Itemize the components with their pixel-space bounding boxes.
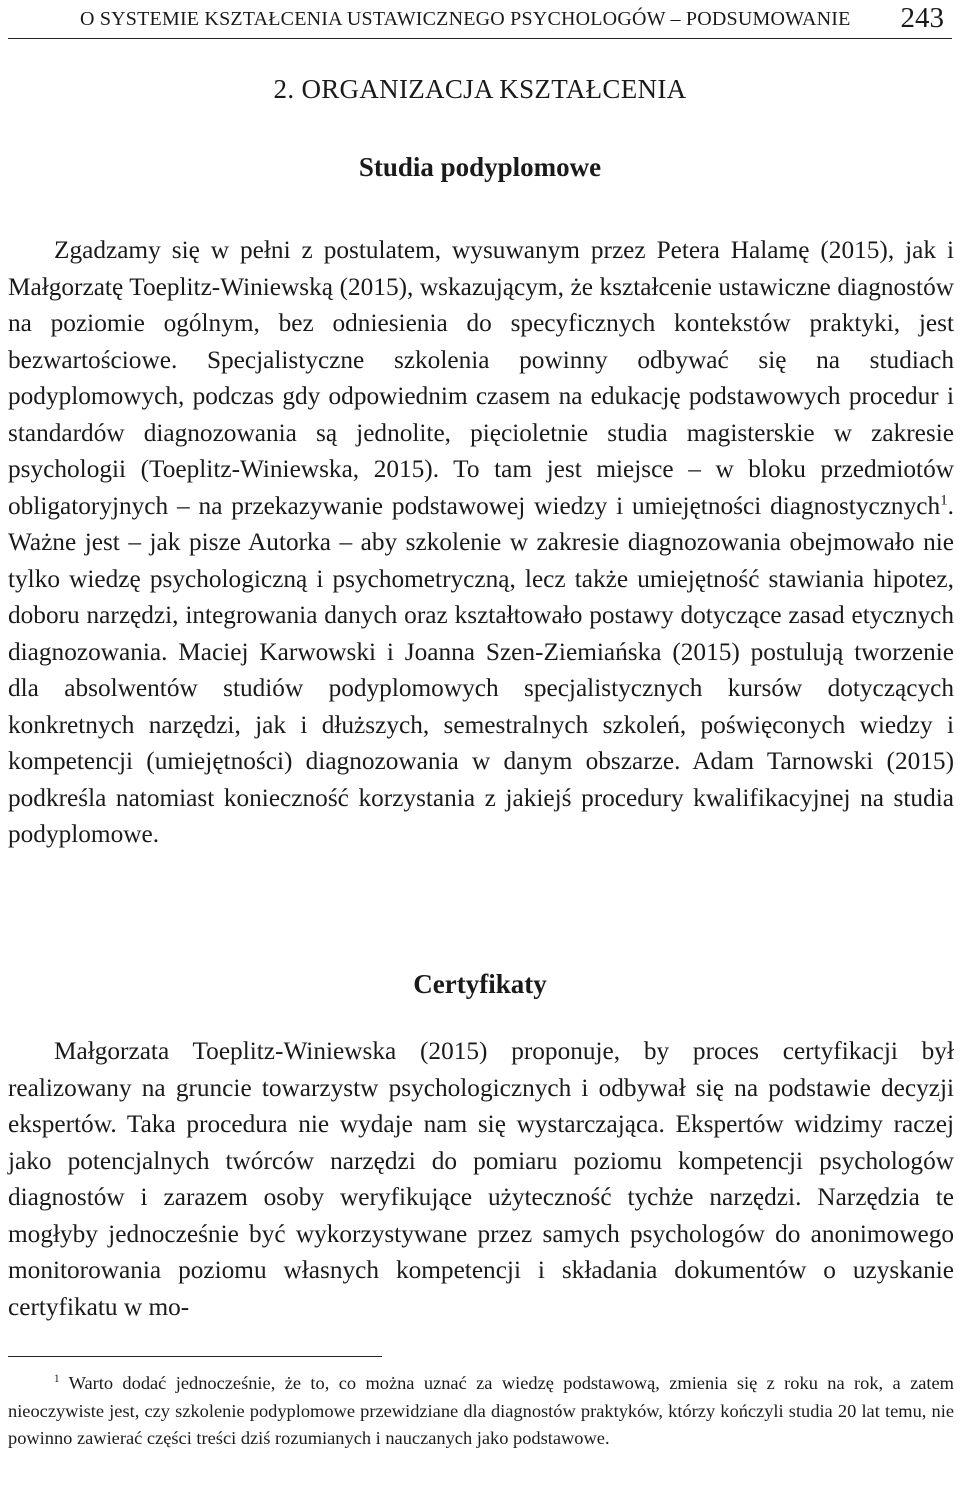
section-heading: 2. ORGANIZACJA KSZTAŁCENIA (273, 74, 687, 104)
paragraph-text: Małgorzata Toeplitz-Winiewska (2015) proponuje, by proces certyfikacji był realizowany na gruncie towarzystw psychologicznych i odbywał się na podstawie decyzji ekspertów. Taka procedura nie wydaje nam się wystarczająca. Ekspertów widzimy raczej jako potencjalnych twórców narzędzi do pomiaru poziomu kompetencji psychologów diagnostów i zarazem osoby weryfikujące użyteczność tychże narzędzi. Narzędzia te mogłyby jednocześnie być wykorzystywane przez samych psychologów do anonimowego monitorowania poziomu własnych kompetencji i składania dokumentów o uzyskanie certyfikatu w mo- (8, 1037, 954, 1321)
footnote-separator (8, 1356, 382, 1357)
subsection-heading-studia: Studia podyplomowe (358, 152, 602, 182)
paragraph-studia-podyplomowe (8, 232, 954, 853)
footnote-marker: 1 (54, 1372, 60, 1385)
paragraph-certyfikaty (8, 1033, 954, 1325)
paragraph-text-part-1: Zgadzamy się w pełni z postulatem, wysuwanym przez Petera Halamę (2015), jak i Małgorzatę Toeplitz-Winiewską (2015), wskazującym, że kształcenie ustawiczne diagnostów na poziomie ogólnym, bez odniesienia do specyficznych kontekstów praktyki, jest bezwartościowe. Specjalistyczne szkolenia powinny odbywać się na studiach podyplomowych, podczas gdy odpowiednim czasem na edukację podstawowych procedur i standardów diagnozowania są jednolite, pięcioletnie studia magisterskie w zakresie psychologii (Toeplitz-Winiewska, 2015). To tam jest miejsce – w bloku przedmiotów obligatoryjnych – na przekazywanie podstawowej wiedzy i umiejętności diagnostycznych (8, 236, 954, 520)
page-number: 243 (900, 2, 944, 34)
running-header-title: O SYSTEMIE KSZTAŁCENIA USTAWICZNEGO PSYCHOLOGÓW – PODSUMOWANIE (80, 8, 851, 30)
paragraph-text-part-2: . Ważne jest – jak pisze Autorka – aby szkolenie w zakresie diagnozowania obejmowało nie tylko wiedzę psychologiczną i psychometryczną, lecz także umiejętność stawiania hipotez, doboru narzędzi, integrowania danych oraz kształtowało postawy dotyczące zasad etycznych diagnozowania. Maciej Karwowski i Joanna Szen-Ziemiańska (2015) postulują tworzenie dla absolwentów studiów podyplomowych specjalistycznych kursów dotyczących konkretnych narzędzi, jak i dłuższych, semestralnych szkoleń, poświęconych wiedzy i kompetencji (umiejętności) diagnozowania w danym obszarze. Adam Tarnowski (2015) podkreśla natomiast konieczność korzystania z jakiejś procedury kwalifikacyjnej na studia podyplomowe. (8, 491, 954, 848)
running-header (8, 2, 952, 39)
footnote (8, 1370, 954, 1453)
subsection-heading-certyfikaty: Certyfikaty (413, 969, 547, 999)
footnote-text: Warto dodać jednocześnie, że to, co można uznać za wiedzę podstawową, zmienia się z roku na rok, a zatem nieoczywiste jest, czy szkolenie podyplomowe przewidziane dla diagnostów praktyków, którzy kończyli studia 20 lat temu, nie powinno zawierać części treści dziś rozumianych i nauczanych jako podstawowe. (8, 1373, 954, 1448)
footnote-reference: 1 (940, 491, 948, 509)
